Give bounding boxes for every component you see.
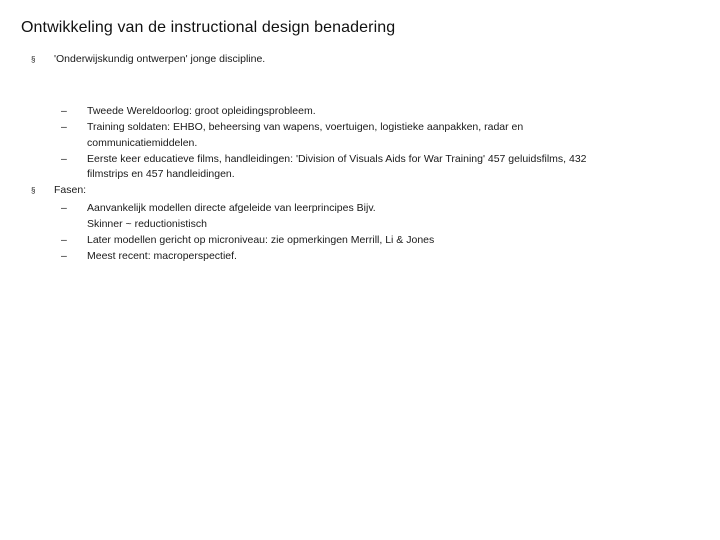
dash-marker: –	[61, 105, 67, 117]
sub-bullet-text: Meest recent: macroperspectief.	[87, 250, 237, 262]
bullet-marker: §	[31, 55, 36, 64]
dash-marker: –	[61, 202, 67, 214]
slide-title: Ontwikkeling van de instructional design benadering	[21, 19, 396, 36]
bullet-marker: §	[31, 186, 36, 195]
dash-marker: –	[61, 121, 67, 133]
sub-bullet-text: Training soldaten: EHBO, beheersing van wapens, voertuigen, logistieke aanpakken, radar en communicatiemiddelen.	[87, 121, 524, 149]
sub-bullet-text: Aanvankelijk modellen directe afgeleide van leerprincipes Bijv. Skinner ~ reductionistisch	[87, 202, 376, 230]
dash-marker: –	[61, 234, 67, 246]
dash-marker: –	[61, 250, 67, 262]
sub-bullet-text: Tweede Wereldoorlog: groot opleidingsprobleem.	[87, 105, 316, 117]
sub-bullet-text: Later modellen gericht op microniveau: zie opmerkingen Merrill, Li & Jones	[87, 234, 435, 246]
bullet-text: 'Onderwijskundig ontwerpen' jonge discipline.	[54, 53, 266, 65]
dash-marker: –	[61, 152, 67, 165]
sub-bullet-text: Eerste keer educatieve films, handleidingen: 'Division of Visuals Aids for War Training' 457 geluidsfilms, 432 filmstrips en 457 handleidingen.	[87, 152, 587, 180]
bullet-text: Fasen:	[54, 184, 87, 196]
